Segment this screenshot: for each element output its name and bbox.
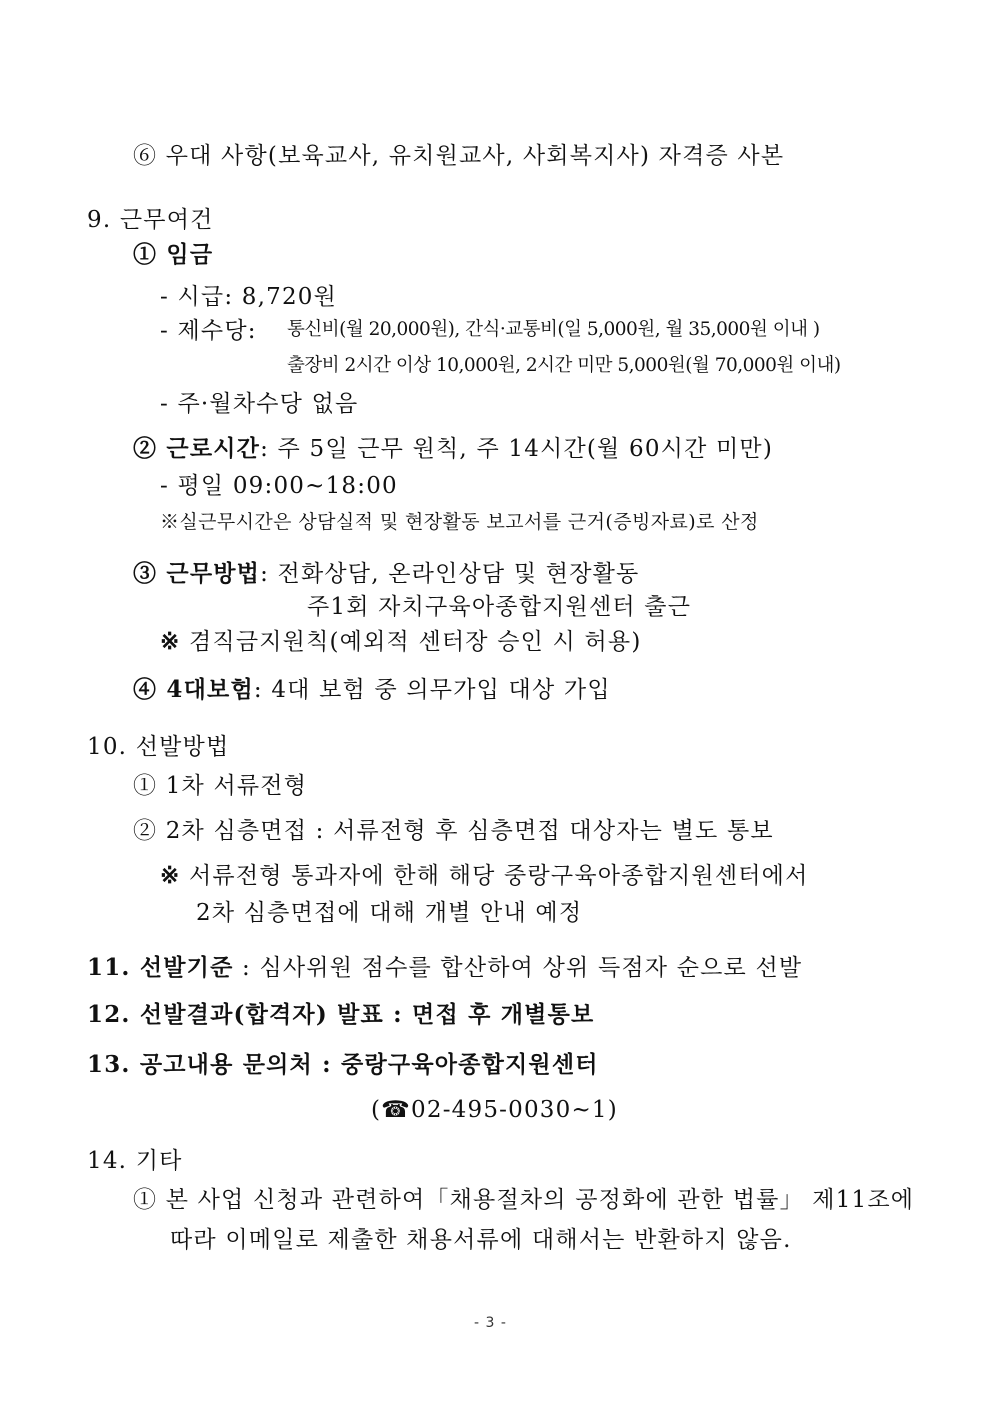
screening-note-text-1: 서류전형 통과자에 한해 해당 중랑구육아종합지원센터에서 (189, 863, 809, 889)
section-14-heading: 14. 기타 (87, 1148, 183, 1174)
section-13-heading: 13. 공고내용 문의처 : 중랑구육아종합지원센터 (87, 1051, 599, 1078)
allowance-line-1: 통신비(월 20,000원), 간식·교통비(일 5,000원, 월 35,000원 이내 ) (287, 319, 820, 340)
etc-item-1-line-1: ① 본 사업 신청과 관련하여「채용절차의 공정화에 관한 법률」 제11조에 (133, 1187, 915, 1213)
work-method-text-1: : 전화상담, 온라인상담 및 현장활동 (260, 561, 640, 587)
contact-phone: (☎02-495-0030~1) (371, 1097, 618, 1123)
section-11-line (87, 956, 802, 980)
screening-note-line-2: 2차 심층면접에 대해 개별 안내 예정 (196, 900, 583, 926)
section-9-heading: 9. 근무여건 (87, 207, 214, 233)
working-hours-title: ② 근로시간 (133, 435, 261, 462)
section-12-heading: 12. 선발결과(합격자) 발표 : 면접 후 개별통보 (87, 1001, 595, 1028)
allowance-line-2: 출장비 2시간 이상 10,000원, 2시간 미만 5,000원(월 70,000원 이내) (287, 355, 841, 376)
working-hours-text: : 주 5일 근무 원칙, 주 14시간(월 60시간 미만) (260, 436, 774, 462)
actual-hours-note: ※실근무시간은 상담실적 및 현장활동 보고서를 근거(증빙자료)로 산정 (160, 511, 759, 533)
selection-step-1: ① 1차 서류전형 (133, 773, 308, 799)
insurance-text: : 4대 보험 중 의무가입 대상 가입 (253, 677, 611, 703)
note-mark: ※ (160, 628, 181, 655)
wage-title: ① 임금 (133, 241, 214, 268)
weekday-hours: - 평일 09:00~18:00 (160, 473, 398, 499)
weekly-monthly-allowance: - 주·월차수당 없음 (160, 391, 359, 417)
selection-step-2: ② 2차 심층면접 : 서류전형 후 심층면접 대상자는 별도 통보 (133, 818, 774, 844)
etc-item-1-line-2: 따라 이메일로 제출한 채용서류에 대해서는 반환하지 않음. (170, 1227, 792, 1253)
note-mark: ※ (160, 862, 181, 889)
section-11-heading: 11. 선발기준 (87, 954, 234, 981)
allowance-label: - 제수당: (160, 318, 257, 344)
screening-note-line-1 (160, 864, 809, 888)
insurance-line (133, 678, 611, 702)
page-number: - 3 - (474, 1315, 507, 1331)
work-method-title: ③ 근무방법 (133, 560, 261, 587)
hourly-wage: - 시급: 8,720원 (160, 284, 338, 310)
work-method-line (133, 562, 639, 586)
work-method-text-2: 주1회 자치구육아종합지원센터 출근 (307, 594, 692, 620)
working-hours-line (133, 437, 773, 461)
section-10-heading: 10. 선발방법 (87, 734, 230, 760)
section-11-text: : 심사위원 점수를 합산하여 상위 득점자 순으로 선발 (242, 955, 803, 981)
dual-employment-text: 겸직금지원칙(예외적 센터장 승인 시 허용) (189, 629, 642, 655)
insurance-title: ④ 4대보험 (133, 676, 254, 703)
preference-documents-item: ⑥ 우대 사항(보육교사, 유치원교사, 사회복지사) 자격증 사본 (133, 143, 785, 169)
dual-employment-note (160, 630, 642, 654)
